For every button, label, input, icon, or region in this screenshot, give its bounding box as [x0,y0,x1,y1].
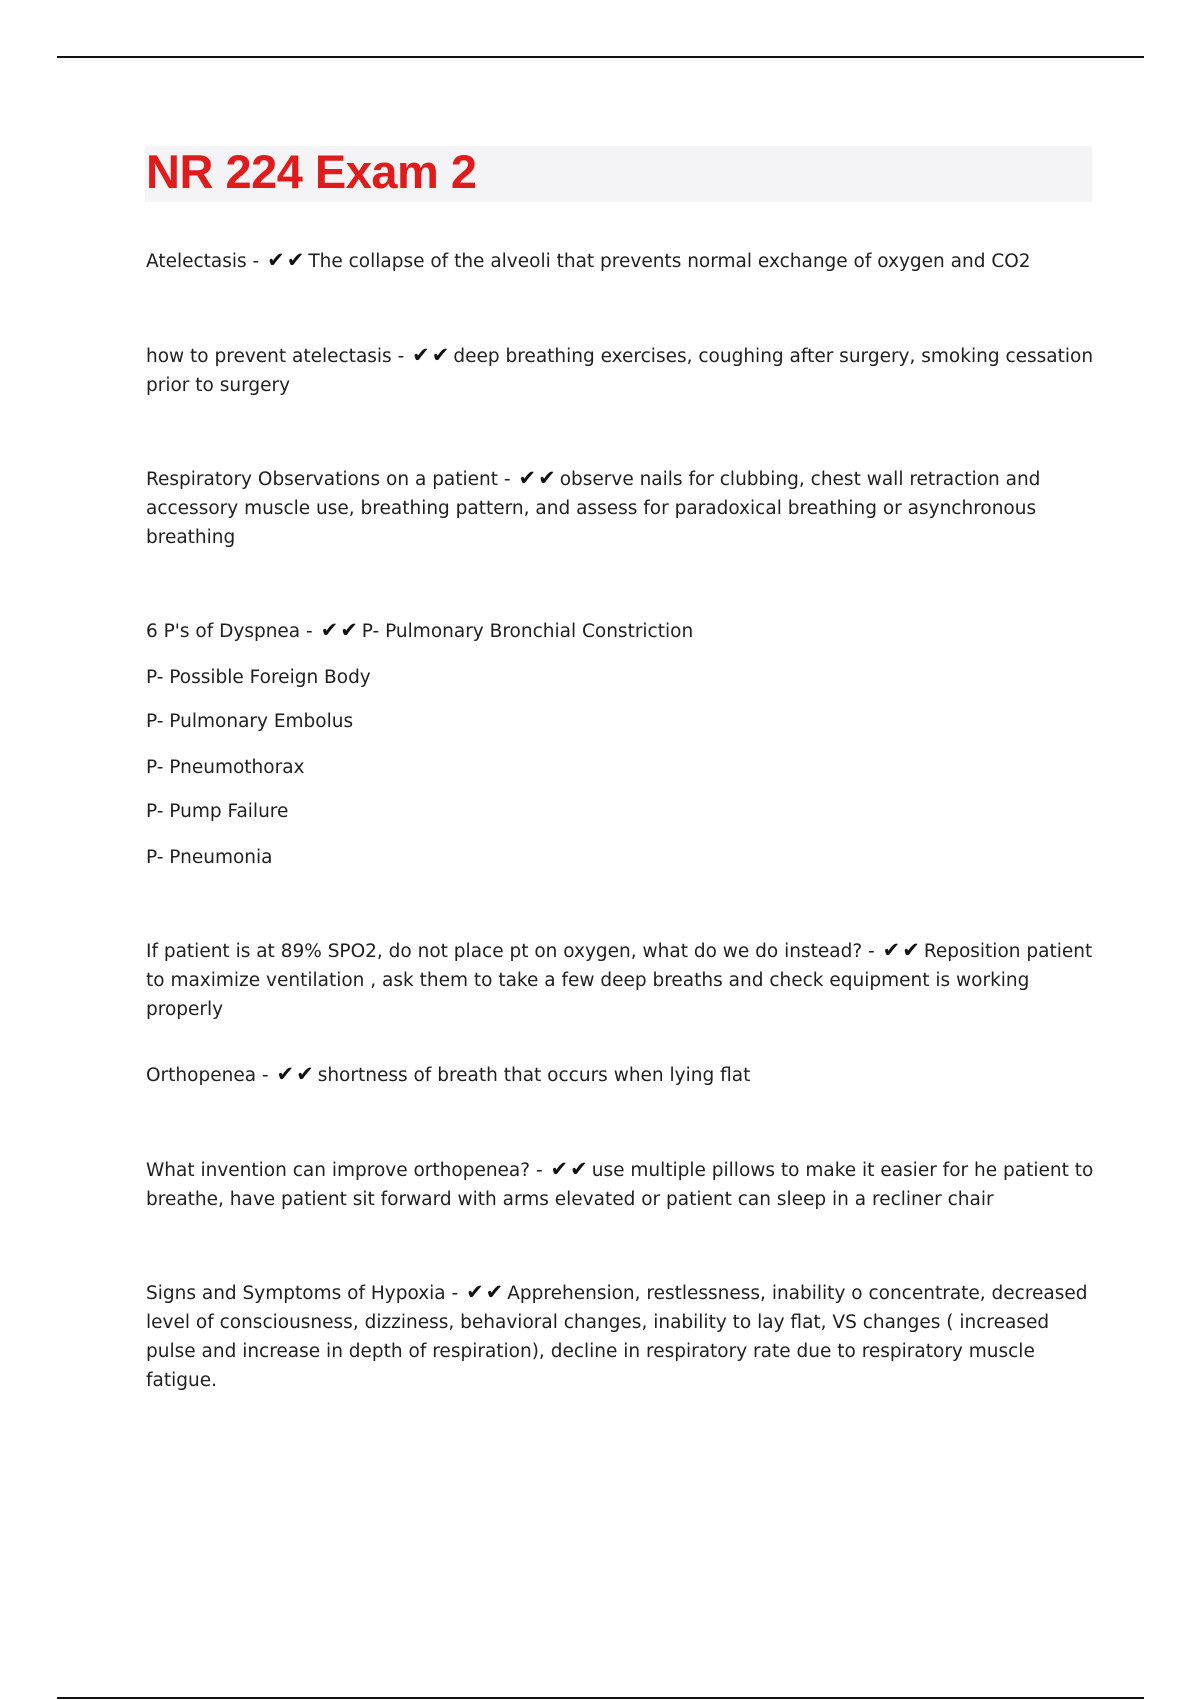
check-mark-icon: ✔✔ [267,248,307,272]
entry-term: Respiratory Observations on a patient - [146,469,511,490]
check-mark-icon: ✔✔ [320,618,360,642]
entry-definition: use multiple pillows to make it easier for he patient to breathe, have patient sit forward with arms elevated or patient can sleep in a recliner chair [146,1160,1094,1210]
entry-definition: deep breathing exercises, coughing after surgery, smoking cessation prior to surgery [146,346,1094,396]
entry-definition: Reposition patient to maximize ventilation , ask them to take a few deep breaths and check equipment is working properly [146,941,1093,1020]
entry-definition: observe nails for clubbing, chest wall retraction and accessory muscle use, breathing pattern, and assess for paradoxical breathing or asynchronous breathing [146,469,1041,548]
entry-definition: Apprehension, restlessness, inability o concentrate, decreased level of consciousness, dizziness, behavioral changes, inability to lay flat, VS changes ( increased pulse and increase in depth of respiration), decline in respiratory rate due to respiratory muscle fatigue. [146,1283,1088,1391]
list-item: P- Pneumonia [146,847,273,868]
list-item: P- Pump Failure [146,801,289,822]
entry-6ps-dyspnea [146,616,1096,646]
check-mark-icon: ✔✔ [276,1062,316,1086]
entry-term: Atelectasis - [146,251,260,272]
page-title: NR 224 Exam 2 [146,145,477,198]
entry-atelectasis [146,246,1096,276]
list-item: P- Pneumothorax [146,757,305,778]
check-mark-icon: ✔✔ [412,343,452,367]
bottom-divider [57,1697,1144,1699]
entry-definition: shortness of breath that occurs when lying flat [317,1065,751,1086]
entry-hypoxia-signs [146,1278,1096,1395]
entry-orthopenea-intervention [146,1155,1096,1214]
entry-spo2-89 [146,936,1096,1024]
check-mark-icon: ✔✔ [550,1157,590,1181]
entry-term: how to prevent atelectasis - [146,346,405,367]
entry-term: Signs and Symptoms of Hypoxia - [146,1283,459,1304]
entry-definition: The collapse of the alveoli that prevents normal exchange of oxygen and CO2 [308,251,1031,272]
top-divider [57,56,1144,58]
list-item: P- Possible Foreign Body [146,667,371,688]
entry-orthopenea [146,1060,1096,1090]
entry-term: What invention can improve orthopenea? - [146,1160,543,1181]
list-item: P- Pulmonary Embolus [146,711,354,732]
entry-term: Orthopenea - [146,1065,269,1086]
entry-definition: P- Pulmonary Bronchial Constriction [361,621,694,642]
check-mark-icon: ✔✔ [882,938,922,962]
entry-term: If patient is at 89% SPO2, do not place pt on oxygen, what do we do instead? - [146,941,875,962]
check-mark-icon: ✔✔ [518,466,558,490]
check-mark-icon: ✔✔ [466,1280,506,1304]
entry-prevent-atelectasis [146,341,1096,400]
entry-term: 6 P's of Dyspnea - [146,621,313,642]
entry-respiratory-observations [146,464,1096,552]
